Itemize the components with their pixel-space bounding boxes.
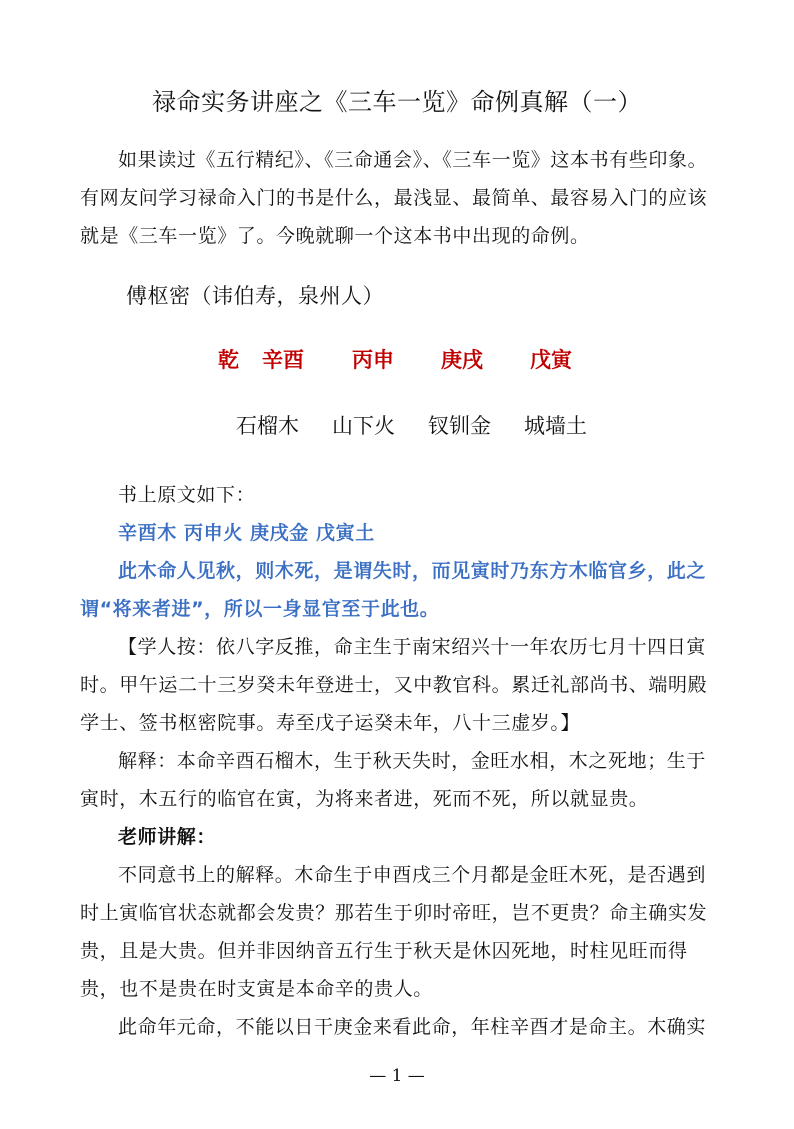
nayin-month: 山下火 (332, 414, 395, 438)
scholar-note: 【学人按：依八字反推，命主生于南宋绍兴十一年农历七月十四日寅时。甲午运二十三岁癸未年登进士，又中教官科。累迁礼部尚书、端明殿学士、签书枢密院事。寿至戊子运癸未年，八十三虚岁。】 (80, 636, 708, 734)
intro-paragraph: 如果读过《五行精纪》、《三命通会》、《三车一览》这本书有些印象。有网友问学习禄命入门的书是什么，最浅显、最简单、最容易入门的应该就是《三车一览》了。今晚就聊一个这本书中出现的命例。 (80, 149, 708, 247)
explanation-paragraph: 解释：本命辛酉石榴木，生于秋天失时，金旺水相，木之死地；生于寅时，木五行的临官在寅，为将来者进，死而不死，所以就显贵。 (80, 750, 707, 810)
pillar-month: 丙申 (352, 348, 394, 372)
nayin-day: 钗钏金 (428, 414, 491, 438)
pillar-hour: 戊寅 (530, 348, 572, 372)
subject-heading: 傅枢密（讳伯寿，泉州人） (126, 284, 384, 308)
pillar-gender: 乾 (218, 348, 239, 372)
nayin-hour: 城墙土 (524, 414, 587, 438)
nayin-year: 石榴木 (236, 414, 299, 438)
teacher-paragraph-2: 此命年元命，不能以日干庚金来看此命，年柱辛酉才是命主。木确实 (118, 1016, 707, 1038)
page-title: 禄命实务讲座之《三车一览》命例真解（一） (152, 88, 642, 116)
pillar-day: 庚戌 (441, 348, 483, 372)
page-number: — 1 — (369, 1066, 425, 1086)
four-pillars-row (0, 344, 794, 374)
original-quote: 此木命人见秋，则木死，是谓失时，而见寅时乃东方木临官乡，此之谓“将来者进”，所以一身显官至于此也。 (80, 560, 707, 620)
teacher-paragraph-1: 不同意书上的解释。木命生于申酉戌三个月都是金旺木死，是否遇到时上寅临官状态就都会发贵？那若生于卯时帝旺，岂不更贵？命主确实发贵，且是大贵。但并非因纳音五行生于秋天是休囚死地，时柱见旺而得贵，也不是贵在时支寅是本命辛的贵人。 (80, 864, 708, 1000)
pillar-year: 辛酉 (262, 348, 304, 372)
original-pillars: 辛酉木 丙申火 庚戌金 戊寅土 (118, 522, 375, 544)
teacher-label: 老师讲解： (118, 826, 217, 848)
original-label: 书上原文如下： (118, 484, 256, 506)
nayin-row (0, 410, 794, 440)
